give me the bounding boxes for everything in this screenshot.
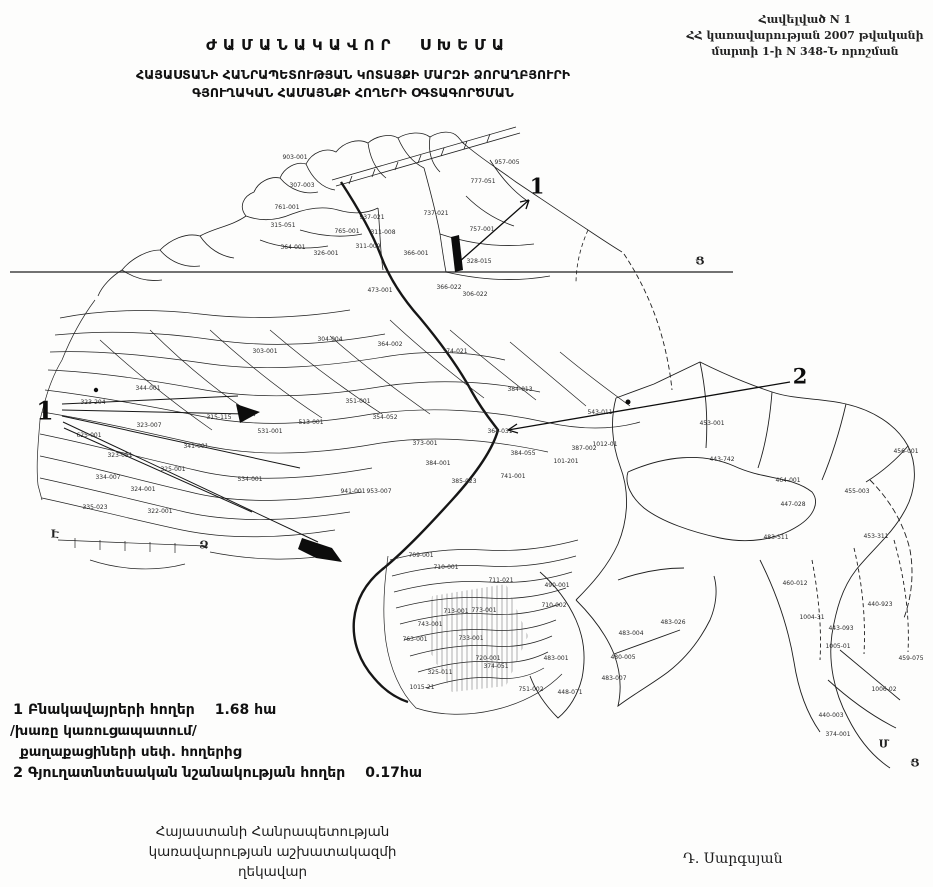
parcel-number-label: 351-001 (345, 398, 371, 405)
parcel-number-label: 326-001 (313, 250, 339, 257)
annotation-digit-2-right: 2 (792, 363, 808, 389)
parcel-number-label: 534-001 (237, 476, 263, 483)
map-edge-letter: Ց (695, 254, 705, 268)
parcel-number-label: 315-115 (206, 414, 232, 421)
parcel-number-label: 440-923 (867, 601, 893, 608)
parcel-number-label: 373-001 (412, 440, 438, 447)
parcel-number-label: 455-003 (844, 488, 870, 495)
annotation-digit-1-left: 1 (36, 396, 54, 426)
parcel-number-label: 709-001 (408, 552, 434, 559)
appendix-line: ՀՀ կառավարության 2007 թվականի (686, 29, 924, 42)
legend-area-value: 0.17հա (365, 765, 422, 781)
parcel-number-label: 322-001 (147, 508, 173, 515)
parcel-number-label: 456-001 (893, 448, 919, 455)
signoff-line: կառավարության աշխատակազմի (148, 844, 397, 860)
signoff-block (100, 822, 445, 882)
legend-row-4 (8, 763, 468, 784)
parcel-number-label: 384-001 (425, 460, 451, 467)
annotation-arrows (459, 200, 790, 433)
legend-text: Բնակավայրերի հողեր (28, 702, 195, 718)
parcel-number-label: 483-026 (660, 619, 686, 626)
parcel-number-label: 328-015 (466, 258, 492, 265)
parcel-number-label: 459-075 (898, 655, 924, 662)
parcel-number-label: 311-009 (355, 243, 381, 250)
parcel-number-label: 448-071 (557, 689, 583, 696)
parcel-number-label: 473-001 (367, 287, 393, 294)
parcel-number-label: 325-011 (427, 669, 453, 676)
parcel-number-label: 304-004 (317, 336, 343, 343)
map-edge-letter: Մ (878, 737, 890, 751)
legend-marker: 2 (12, 765, 24, 781)
legend-text: քաղաքացիների սեփ. հողերից (20, 744, 242, 760)
appendix-line: Հավելված N 1 (758, 13, 852, 26)
parcel-number-label: 743-001 (417, 621, 443, 628)
map-edge-letter: Ձ (199, 538, 209, 552)
parcel-number-label: 366-001 (403, 250, 429, 257)
parcel-number-label: 711-021 (488, 577, 514, 584)
parcel-number-label: 443-742 (709, 456, 735, 463)
parcel-number-label: 757-001 (469, 226, 495, 233)
parcel-number-label: 364-031 (487, 428, 513, 435)
parcel-number-label: 323-007 (136, 422, 162, 429)
legend-text: Գյուղատնտեսական նշանակության հողեր (28, 765, 346, 781)
parcel-number-label: 323-204 (80, 399, 106, 406)
parcel-number-label: 480-005 (610, 654, 636, 661)
parcel-number-label: 773-001 (471, 607, 497, 614)
parcel-number-label: 447-028 (780, 501, 806, 508)
parcel-number-label: 1005-01 (825, 643, 851, 650)
east-parcel-lines (576, 254, 914, 768)
parcel-number-label: 763-001 (402, 636, 428, 643)
parcel-number-label: 483-007 (601, 675, 627, 682)
legend-row-2 (8, 721, 468, 742)
map-edge-letter: Է (50, 527, 60, 541)
signature-name: Դ. Սարգսյան (683, 851, 783, 867)
parcel-number-label: 483-001 (543, 655, 569, 662)
parcel-number-label: 323-051 (107, 452, 133, 459)
parcel-number-label: 765-001 (334, 228, 360, 235)
parcel-number-label: 315-051 (270, 222, 296, 229)
parcel-number-label: 364-001 (280, 244, 306, 251)
parcel-number-label: 464-001 (775, 477, 801, 484)
parcel-number-label: 953-007 (366, 488, 392, 495)
parcel-number-label: 101-201 (553, 458, 579, 465)
parcel-number-label: 324-001 (130, 486, 156, 493)
signoff-line: ղեկավար (237, 864, 308, 880)
parcel-number-label: 453-311 (863, 533, 889, 540)
parcel-number-label: 1015-21 (409, 684, 435, 691)
parcel-number-label: 1006-02 (871, 686, 897, 693)
parcel-number-label: 306-022 (462, 291, 488, 298)
appendix-line: մարտի 1-ի N 348-Ն որոշման (711, 45, 899, 58)
parcel-number-label: 737-021 (423, 210, 449, 217)
parcel-number-label: 440-003 (818, 712, 844, 719)
signoff-line: Հայաստանի Հանրապետության (155, 824, 390, 840)
parcel-number-label: 334-007 (95, 474, 121, 481)
parcel-number-label: 344-001 (135, 385, 161, 392)
parcel-number-label: 374-021 (442, 348, 468, 355)
parcel-number-label: 341-001 (183, 443, 209, 450)
parcel-number-label: 460-012 (782, 580, 808, 587)
map-legend (8, 700, 468, 784)
parcel-number-label: 303-001 (252, 348, 278, 355)
parcel-number-label: 710-002 (541, 602, 567, 609)
parcel-number-label: 720-001 (475, 655, 501, 662)
parcel-number-label: 384-013 (507, 386, 533, 393)
parcel-number-label: 385-023 (451, 478, 477, 485)
parcel-number-label: 741-001 (500, 473, 526, 480)
parcel-number-label: 543-011 (587, 409, 613, 416)
legend-marker: 1 (12, 702, 24, 718)
parcel-number-label: 374-001 (825, 731, 851, 738)
parcel-number-label: 957-005 (494, 159, 520, 166)
subtitle-line: ՀԱՅԱՍՏԱՆԻ ՀԱՆՐԱՊԵՏՈՒԹՅԱՆ ԿՈՏԱՅՔԻ ՄԱՐԶԻ ՁՈՐԱՂԲՅՈՒՐԻ (135, 67, 571, 82)
parcel-number-label: 374-051 (483, 663, 509, 670)
parcel-number-label: 483-004 (618, 630, 644, 637)
parcel-number-label: 443-093 (828, 625, 854, 632)
parcel-number-label: 733-001 (458, 635, 484, 642)
page-title: ԺԱՄԱՆԱԿԱՎՈՐ ՍԽԵՄԱ (206, 36, 510, 54)
parcel-number-label: 937-021 (359, 214, 385, 221)
legend-row-1 (8, 700, 468, 721)
parcel-number-label: 941-001 (340, 488, 366, 495)
legend-row-3 (8, 742, 468, 763)
legend-text: /խառը կառուցապատում/ (10, 723, 197, 739)
parcel-number-label: 751-002 (518, 686, 544, 693)
parcel-number-label: 307-003 (289, 182, 315, 189)
parcel-number-label: 713-001 (443, 608, 469, 615)
parcel-number-label: 903-001 (282, 154, 308, 161)
subtitle-line: ԳՅՈՒՂԱԿԱՆ ՀԱՄԱՅՆՔԻ ՀՈՂԵՐԻ ՕԳՏԱԳՈՐԾՄԱՆ (192, 85, 514, 100)
parcel-number-label: 710-001 (433, 564, 459, 571)
parcel-number-label: 531-001 (257, 428, 283, 435)
legend-area-value: 1.68 հա (214, 702, 277, 718)
annotation-digit-1-top: 1 (529, 173, 545, 199)
parcel-number-label: 335-023 (82, 504, 108, 511)
parcel-number-label: 1004-31 (799, 614, 825, 621)
parcel-number-label: 354-052 (372, 414, 398, 421)
parcel-number-label: 387-002 (571, 445, 597, 452)
parcel-number-label: 1012-01 (592, 441, 618, 448)
parcel-number-label: 366-022 (436, 284, 462, 291)
parcel-number-label: 364-002 (377, 341, 403, 348)
parcel-number-label: 453-001 (699, 420, 725, 427)
parcel-number-label: 325-001 (160, 466, 186, 473)
parcel-number-label: 761-001 (274, 204, 300, 211)
map-edge-letter: Ց (910, 756, 920, 770)
parcel-number-label: 625-001 (76, 432, 102, 439)
parcel-number-label: 777-051 (470, 178, 496, 185)
parcel-number-label: 490-001 (544, 582, 570, 589)
parcel-number-label: 311-008 (370, 229, 396, 236)
parcel-number-label: 513-001 (298, 419, 324, 426)
parcel-number-label: 483-511 (763, 534, 789, 541)
parcel-number-label: 384-055 (510, 450, 536, 457)
